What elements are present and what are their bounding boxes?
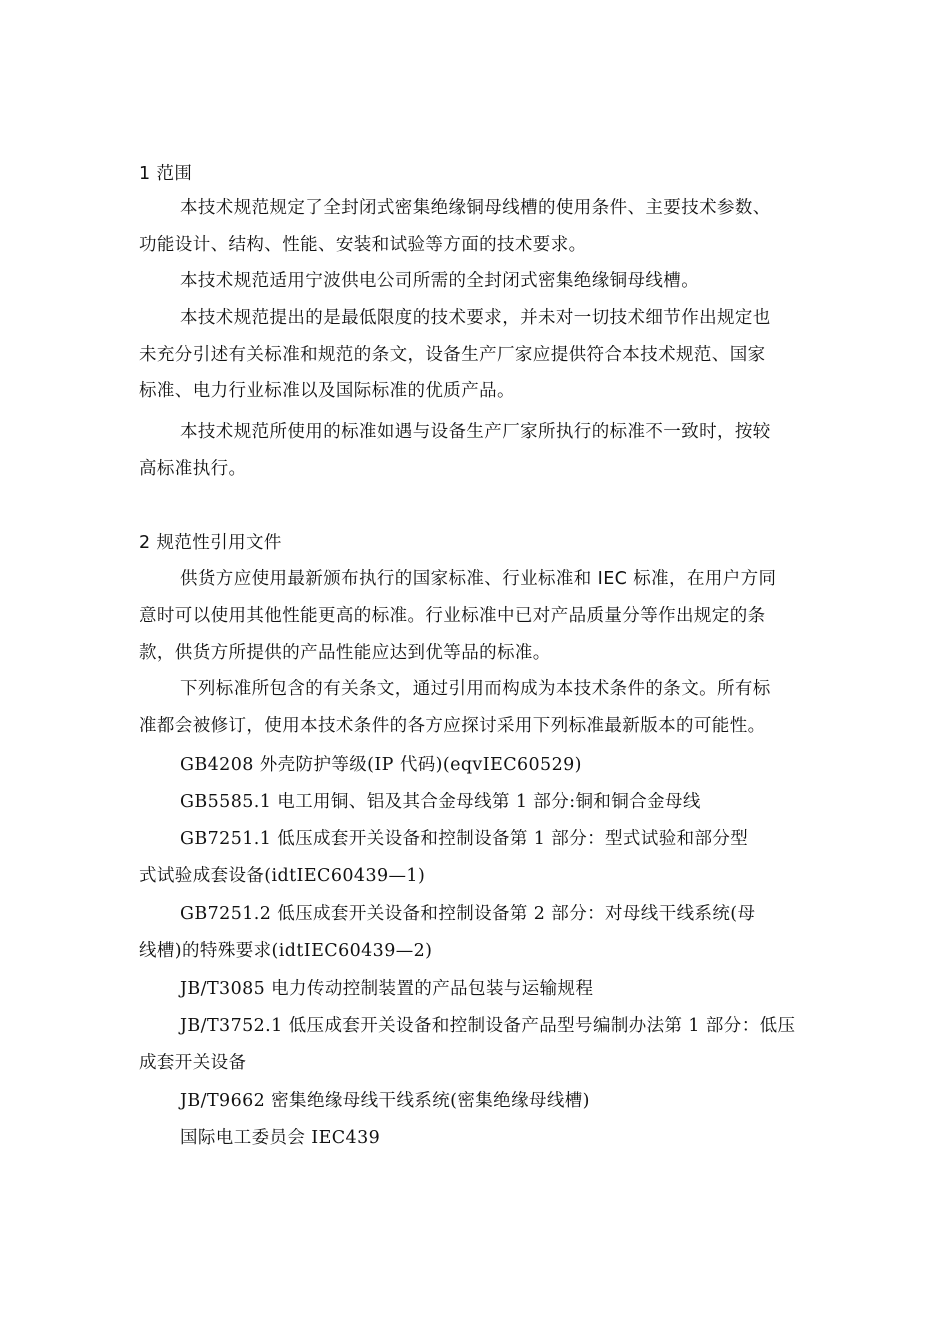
reference-item-continuation: 成套开关设备 [139, 1053, 247, 1073]
section-1-title: 1 范围 [139, 164, 193, 184]
section-1-paragraph-4-line-2: 高标准执行。 [139, 459, 247, 479]
section-2-paragraph-1-line-1: 供货方应使用最新颁布执行的国家标准、行业标准和 IEC 标准，在用户方同 [180, 569, 777, 589]
reference-item: 国际电工委员会 IEC439 [180, 1128, 381, 1148]
reference-item: JB/T9662 密集绝缘母线干线系统(密集绝缘母线槽) [180, 1091, 590, 1111]
section-1-paragraph-4-line-1: 本技术规范所使用的标准如遇与设备生产厂家所执行的标准不一致时，按较 [180, 422, 771, 442]
section-2-title: 2 规范性引用文件 [139, 533, 282, 553]
section-1-paragraph-1-line-2: 功能设计、结构、性能、安装和试验等方面的技术要求。 [139, 235, 587, 255]
section-2-paragraph-1-line-2: 意时可以使用其他性能更高的标准。行业标准中已对产品质量分等作出规定的条 [139, 606, 766, 626]
reference-item: JB/T3752.1 低压成套开关设备和控制设备产品型号编制办法第 1 部分：低压 [180, 1016, 796, 1036]
reference-item-continuation: 线槽)的特殊要求(idtIEC60439—2) [139, 941, 433, 961]
reference-item: JB/T3085 电力传动控制装置的产品包装与运输规程 [180, 979, 594, 999]
reference-item: GB7251.2 低压成套开关设备和控制设备第 2 部分：对母线干线系统(母 [180, 904, 756, 924]
reference-item: GB4208 外壳防护等级(IP 代码)(eqvIEC60529) [180, 755, 582, 775]
reference-item-continuation: 式试验成套设备(idtIEC60439—1) [139, 866, 426, 886]
section-1-paragraph-2-line-1: 本技术规范适用宁波供电公司所需的全封闭式密集绝缘铜母线槽。 [180, 271, 700, 291]
section-1-paragraph-3-line-2: 未充分引述有关标准和规范的条文，设备生产厂家应提供符合本技术规范、国家 [139, 345, 766, 365]
section-2-paragraph-2-line-2: 准都会被修订，使用本技术条件的各方应探讨采用下列标准最新版本的可能性。 [139, 716, 766, 736]
section-2-paragraph-1-line-3: 款，供货方所提供的产品性能应达到优等品的标准。 [139, 643, 551, 663]
section-1-paragraph-1-line-1: 本技术规范规定了全封闭式密集绝缘铜母线槽的使用条件、主要技术参数、 [180, 198, 771, 218]
section-1-paragraph-3-line-1: 本技术规范提出的是最低限度的技术要求，并未对一切技术细节作出规定也 [180, 308, 771, 328]
reference-item: GB7251.1 低压成套开关设备和控制设备第 1 部分：型式试验和部分型 [180, 829, 749, 849]
reference-item: GB5585.1 电工用铜、铝及其合金母线第 1 部分:铜和铜合金母线 [180, 792, 701, 812]
section-2-paragraph-2-line-1: 下列标准所包含的有关条文，通过引用而构成为本技术条件的条文。所有标 [180, 679, 771, 699]
section-1-paragraph-3-line-3: 标准、电力行业标准以及国际标准的优质产品。 [139, 381, 515, 401]
